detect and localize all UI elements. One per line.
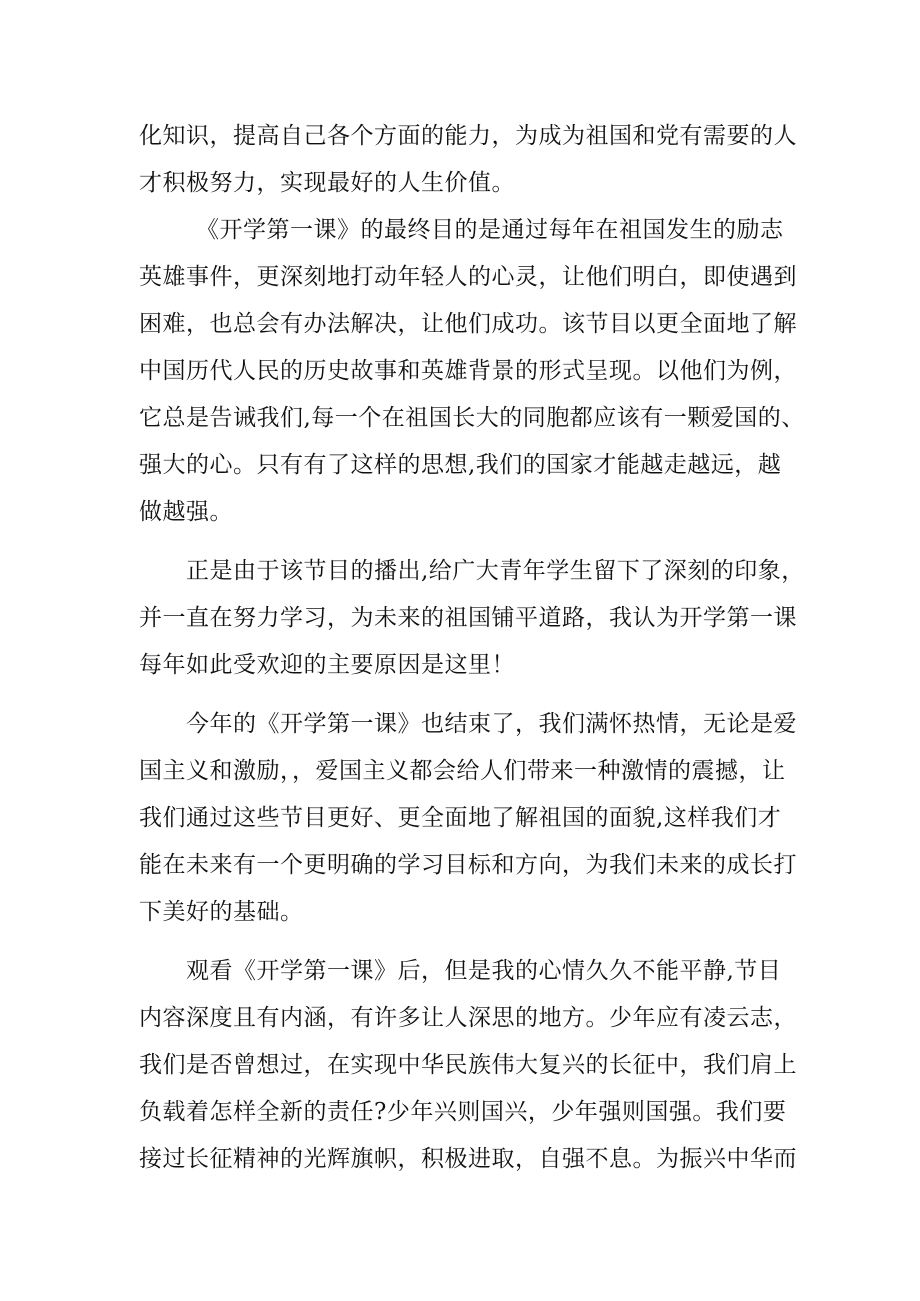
text-line: 我们通过这些节目更好、更全面地了解祖国的面貌,这样我们才 xyxy=(139,805,782,831)
text-line: 正是由于该节目的播出,给广大青年学生留下了深刻的印象， xyxy=(186,558,805,584)
text-line: 下美好的基础。 xyxy=(139,899,304,925)
text-line: 内容深度且有内涵，有许多让人深思的地方。少年应有凌云志， xyxy=(139,1005,797,1031)
text-line: 《开学第一课》的最终目的是通过每年在祖国发生的励志 xyxy=(196,217,784,243)
text-line: 负载着怎样全新的责任?少年兴则国兴，少年强则国强。我们要 xyxy=(139,1099,787,1125)
text-line: 才积极努力，实现最好的人生价值。 xyxy=(139,170,515,196)
text-line: 困难，也总会有办法解决，让他们成功。该节目以更全面地了解 xyxy=(139,311,797,337)
text-line: 观看《开学第一课》后，但是我的心情久久不能平静,节目 xyxy=(186,958,782,984)
text-line: 并一直在努力学习，为未来的祖国铺平道路，我认为开学第一课 xyxy=(139,605,797,631)
text-line: 我们是否曾想过，在实现中华民族伟大复兴的长征中，我们肩上 xyxy=(139,1052,797,1078)
text-line: 它总是告诫我们,每一个在祖国长大的同胞都应该有一颗爱国的、 xyxy=(139,405,805,431)
text-line: 化知识，提高自己各个方面的能力，为成为祖国和党有需要的人 xyxy=(139,123,797,149)
text-line: 做越强。 xyxy=(139,499,233,525)
text-line: 中国历代人民的历史故事和英雄背景的形式呈现。以他们为例， xyxy=(139,358,797,384)
text-line: 能在未来有一个更明确的学习目标和方向，为我们未来的成长打 xyxy=(139,852,797,878)
text-line: 国主义和激励，，爱国主义都会给人们带来一种激情的震撼，让 xyxy=(139,758,786,784)
text-line: 英雄事件，更深刻地打动年轻人的心灵，让他们明白，即使遇到 xyxy=(139,264,797,290)
text-line: 接过长征精神的光辉旗帜，积极进取，自强不息。为振兴中华而 xyxy=(139,1146,797,1172)
text-line: 今年的《开学第一课》也结束了，我们满怀热情，无论是爱 xyxy=(186,711,797,737)
text-line: 强大的心。只有有了这样的思想,我们的国家才能越走越远，越 xyxy=(139,452,782,478)
text-line: 每年如此受欢迎的主要原因是这里！ xyxy=(139,652,515,678)
